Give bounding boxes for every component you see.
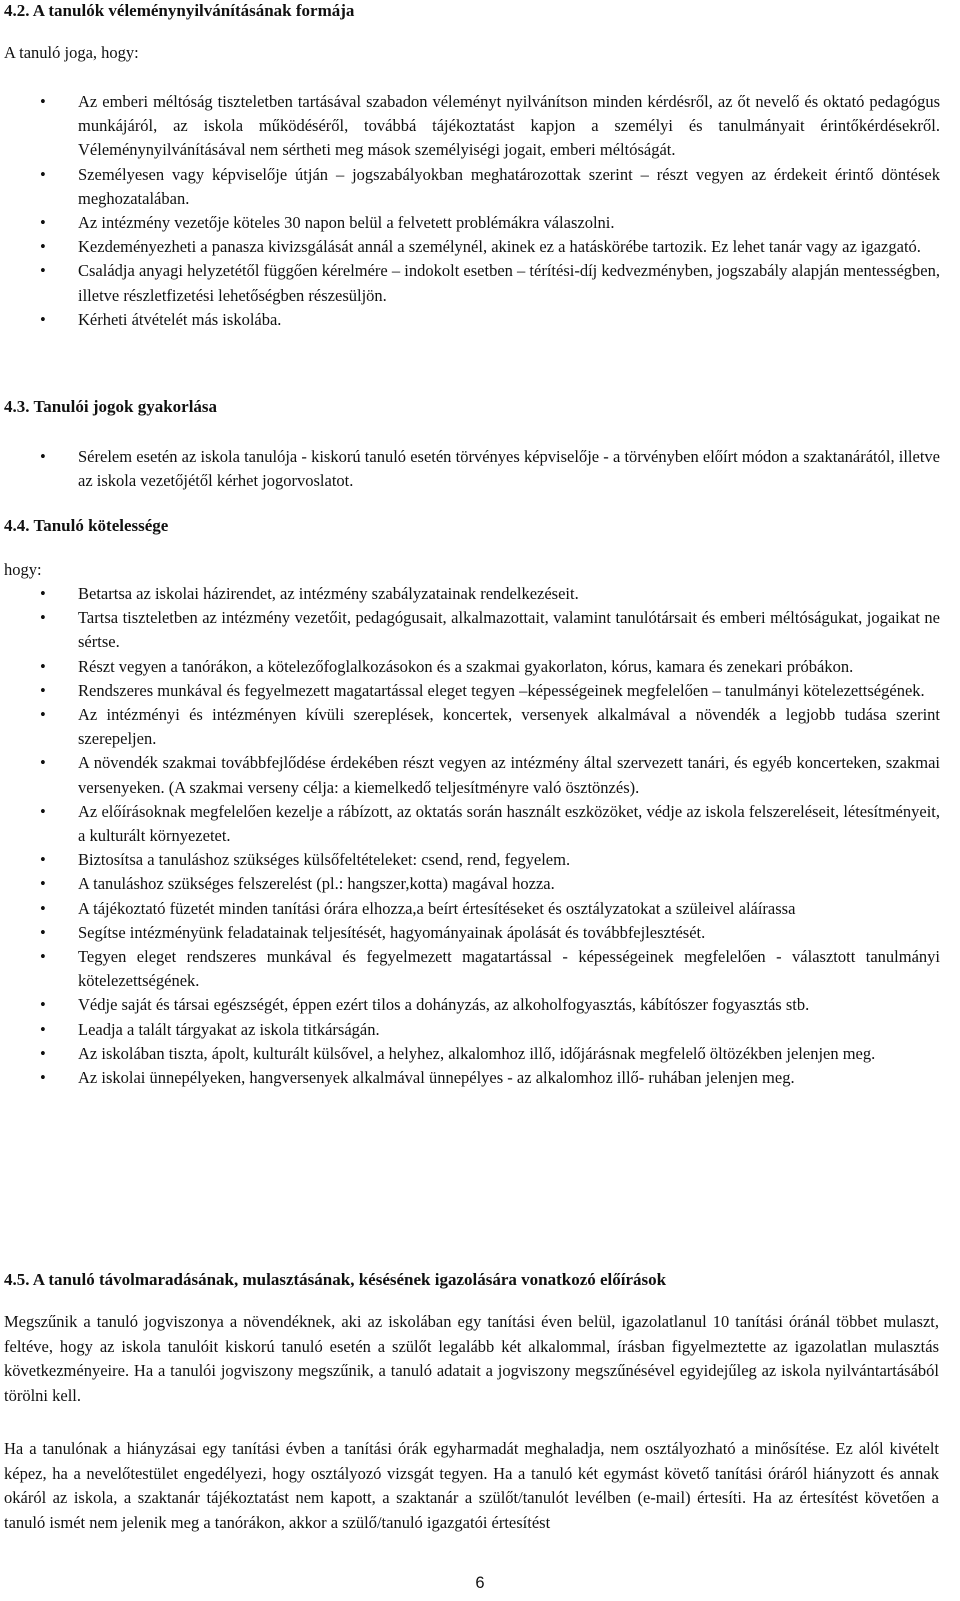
list-item: • Védje saját és társai egészségét, éppen ezért tilos a dohányzás, az alkoholfogyasztás, kábítószer fogyasztás stb. <box>0 993 940 1017</box>
list-item: • Betartsa az iskolai házirendet, az intézmény szabályzatainak rendelkezéseit. <box>0 582 940 606</box>
list-item: • Az emberi méltóság tiszteletben tartásával szabadon véleményt nyilvánítson minden kérdésről, az őt nevelő és oktató pedagógus munkájáról, az iskola működéséről, továbbá tájékoztatást kapjon a személyi és tanulmányait érintőkérdésekről. Véleménynyilvánításával nem sértheti meg mások személyiségi jogait, emberi méltóságát. <box>40 92 940 160</box>
bullet-icon: • <box>40 1019 46 1039</box>
bullet-icon: • <box>40 874 46 894</box>
list-item: • Rendszeres munkával és fegyelmezett magatartással eleget tegyen –képességeinek megfelelően – tanulmányi kötelezettségének. <box>0 679 940 703</box>
paragraph: Megszűnik a tanuló jogviszonya a növendéknek, aki az iskolában egy tanítási éven belül, igazolatlanul 10 tanítási óránál többet mulaszt, feltéve, hogy az iskola tanulóit kiskorú tanuló esetén a szülőt legalább két alkalommal, írásban figyelmeztette az igazolatlan mulasztás következményeire. Ha a tanulói jogviszony megszűnik, a tanuló adatait a jogviszony megszűnésével egyidejűleg az iskola nyilvántartásából törölni kell. <box>4 1312 939 1405</box>
bullet-icon: • <box>40 608 46 628</box>
section-intro-4-2: A tanuló joga, hogy: <box>4 43 139 62</box>
section-heading-4-5: 4.5. A tanuló távolmaradásának, mulasztásának, késésének igazolására vonatkozó előírások <box>4 1270 667 1289</box>
list-item: • Az intézményi és intézményen kívüli szereplések, koncertek, versenyek alkalmával a növendék a legjobb tudása szerint szerepeljen. <box>40 705 940 749</box>
section-heading-4-2: 4.2. A tanulók véleménynyilvánításának formája <box>4 1 355 20</box>
bullet-icon: • <box>40 850 46 870</box>
bullet-icon: • <box>40 309 46 329</box>
list-item: • Kérheti átvételét más iskolába. <box>0 308 940 332</box>
list-item: • Leadja a talált tárgyakat az iskola titkárságán. <box>0 1018 940 1042</box>
bullet-icon: • <box>40 261 46 281</box>
list-item: • A növendék szakmai továbbfejlődése érdekében részt vegyen az intézmény által szervezett tanári, és egyéb koncerteken, szakmai versenyeken. (A szakmai verseny célja: a kiemelkedő teljesítményre való ösztönzés). <box>40 753 940 797</box>
bullet-icon: • <box>40 801 46 821</box>
bullet-icon: • <box>40 584 46 603</box>
duties-list <box>0 582 960 1090</box>
bullet-icon: • <box>40 947 46 967</box>
bullet-icon: • <box>40 1068 46 1088</box>
list-item: • Sérelem esetén az iskola tanulója - kiskorú tanuló esetén törvényes képviselője - a törvényben előírt módon a szaktanárától, illetve az iskola vezetőjétől kérhet jogorvoslatot. <box>40 447 940 491</box>
bullet-icon: • <box>40 656 46 676</box>
page-number: 6 <box>475 1574 485 1592</box>
remedy-list <box>0 445 960 493</box>
list-item: • Családja anyagi helyzetétől függően kérelmére – indokolt esetben – térítési-díj kedvezményben, jogszabály alapján mentességben, illetve részletfizetési lehetőségben részesüljön. <box>40 261 940 305</box>
list-item: • Tegyen eleget rendszeres munkával és fegyelmezett magatartással - képességeinek megfelelően - választott tanulmányi kötelezettségének. <box>40 947 940 991</box>
bullet-icon: • <box>40 92 46 111</box>
bullet-icon: • <box>40 237 46 257</box>
bullet-icon: • <box>40 680 46 700</box>
bullet-icon: • <box>40 922 46 942</box>
section-intro-4-4: hogy: <box>4 560 42 579</box>
section-heading-4-4: 4.4. Tanuló kötelessége <box>4 516 169 535</box>
bullet-icon: • <box>40 995 46 1015</box>
list-item: • Az előírásoknak megfelelően kezelje a rábízott, az oktatás során használt eszközöket, védje az iskola felszereléseit, létesítményeit, a kulturált környezetet. <box>40 801 940 846</box>
list-item: • A tájékoztató füzetét minden tanítási órára elhozza,a beírt értesítéseket és osztályzatokat a szüleivel aláírassa <box>0 897 940 921</box>
bullet-icon: • <box>40 705 46 725</box>
list-item: • Az iskolában tiszta, ápolt, kulturált külsővel, a helyhez, alkalomhoz illő, időjárásnak megfelelő öltözékben jelenjen meg. <box>0 1042 940 1066</box>
section-heading-4-3: 4.3. Tanulói jogok gyakorlása <box>4 397 218 416</box>
bullet-icon: • <box>40 447 46 466</box>
list-item: • Az intézmény vezetője köteles 30 napon belül a felvetett problémákra válaszolni. <box>0 211 940 235</box>
paragraph: Ha a tanulónak a hiányzásai egy tanítási évben a tanítási órák egyharmadát meghaladja, nem osztályozható a minősítése. Ez alól kivételt képez, ha a nevelőtestület engedélyezi, hogy osztályozó vizsgát tegyen. Ha a tanuló két egymást követő tanítási óráról hiányzott és annak okáról az iskola, a szaktanár tájékoztatást nem kapott, a szaktanár a szülőt/tanulót levélben (e-mail) értesíti. Ha az értesítést követően a tanuló ismét nem jelenik meg a tanórákon, akkor a szülő/tanuló igazgatói értesítést <box>4 1439 939 1532</box>
list-item: • Biztosítsa a tanuláshoz szükséges külsőfeltételeket: csend, rend, fegyelem. <box>0 848 940 872</box>
bullet-icon: • <box>40 753 46 773</box>
list-item: • Tartsa tiszteletben az intézmény vezetőit, pedagógusait, alkalmazottait, valamint tanulótársait és emberi méltóságukat, jogaikat ne sértse. <box>40 608 940 652</box>
bullet-icon: • <box>40 1043 46 1063</box>
list-item: • Segítse intézményünk feladatainak teljesítését, hagyományainak ápolását és továbbfejlesztését. <box>0 921 940 945</box>
list-item: • Személyesen vagy képviselője útján – jogszabályokban meghatározottak szerint – részt vegyen az érdekeit érintő döntések meghozatalában. <box>40 164 940 208</box>
bullet-icon: • <box>40 213 46 233</box>
list-item: • Kezdeményezheti a panasza kivizsgálását annál a személynél, akinek ez a hatáskörébe tartozik. Ez lehet tanár vagy az igazgató. <box>0 235 940 259</box>
list-item: • Az iskolai ünnepélyeken, hangversenyek alkalmával ünnepélyes - az alkalomhoz illő- ruhában jelenjen meg. <box>0 1066 940 1090</box>
rights-list <box>0 90 960 332</box>
list-item: • Részt vegyen a tanórákon, a kötelezőfoglalkozásokon és a szakmai gyakorlaton, kórus, kamara és zenekari próbákon. <box>0 655 940 679</box>
bullet-icon: • <box>40 898 46 918</box>
list-item: • A tanuláshoz szükséges felszerelést (pl.: hangszer,kotta) magával hozza. <box>0 872 940 896</box>
bullet-icon: • <box>40 164 46 184</box>
